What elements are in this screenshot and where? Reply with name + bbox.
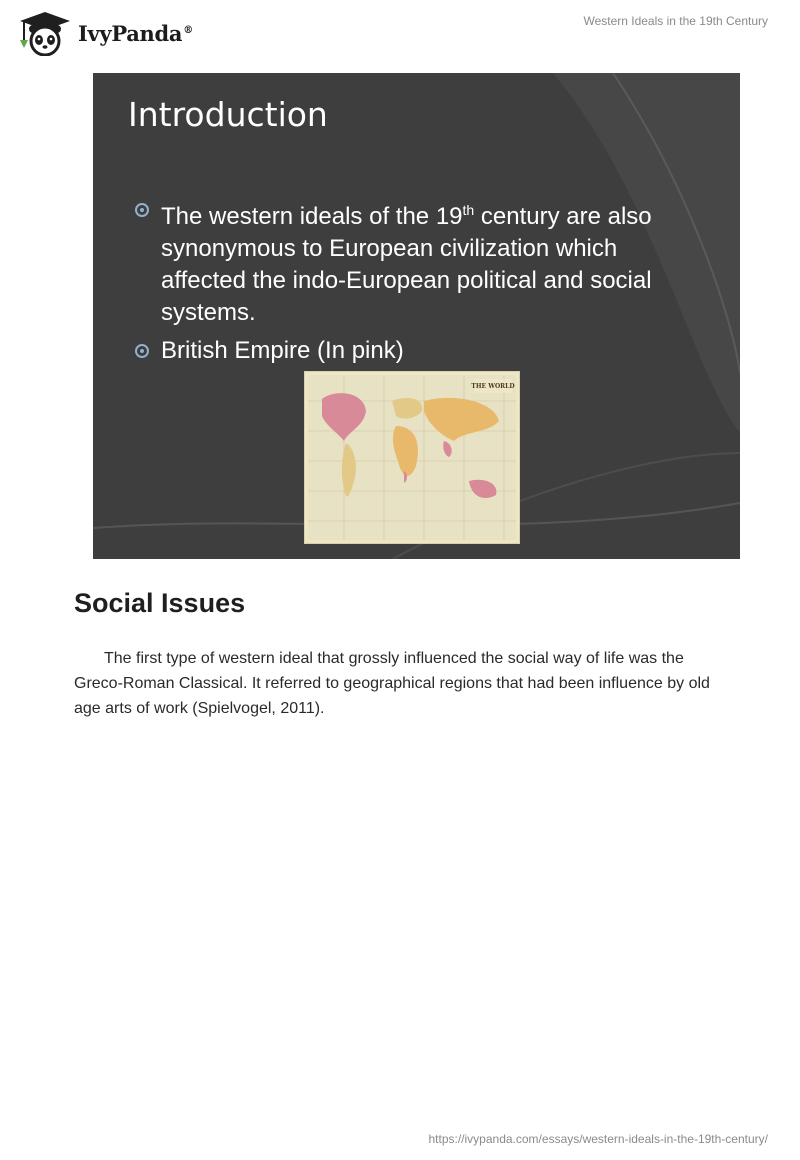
map-caption: THE WORLD (471, 383, 515, 390)
logo-text: IvyPanda® (78, 20, 193, 46)
slide-image (93, 73, 740, 559)
slide-bullet: The western ideals of the 19th century are also synonymous to European civilization which affected the indo-European political and social systems. (135, 194, 695, 329)
body-paragraph: The first type of western ideal that grossly influenced the social way of life was the Greco-Roman Classical. It referred to geographical regions that had been influence by old age arts of work (Spielvogel, 2011). (74, 650, 710, 717)
panda-graduate-icon (18, 10, 72, 56)
slide-bullet-list (135, 194, 695, 373)
bullet-icon (135, 344, 149, 358)
slide-bullet: British Empire (In pink) (135, 335, 695, 367)
slide-title: Introduction (128, 95, 328, 134)
world-map-image (304, 371, 520, 544)
source-url-link[interactable]: https://ivypanda.com/essays/western-ideals-in-the-19th-century/ (428, 1132, 768, 1146)
section-heading: Social Issues (74, 588, 246, 618)
ivypanda-logo[interactable] (18, 10, 193, 56)
running-title: Western Ideals in the 19th Century (583, 14, 768, 28)
bullet-icon (135, 203, 149, 217)
